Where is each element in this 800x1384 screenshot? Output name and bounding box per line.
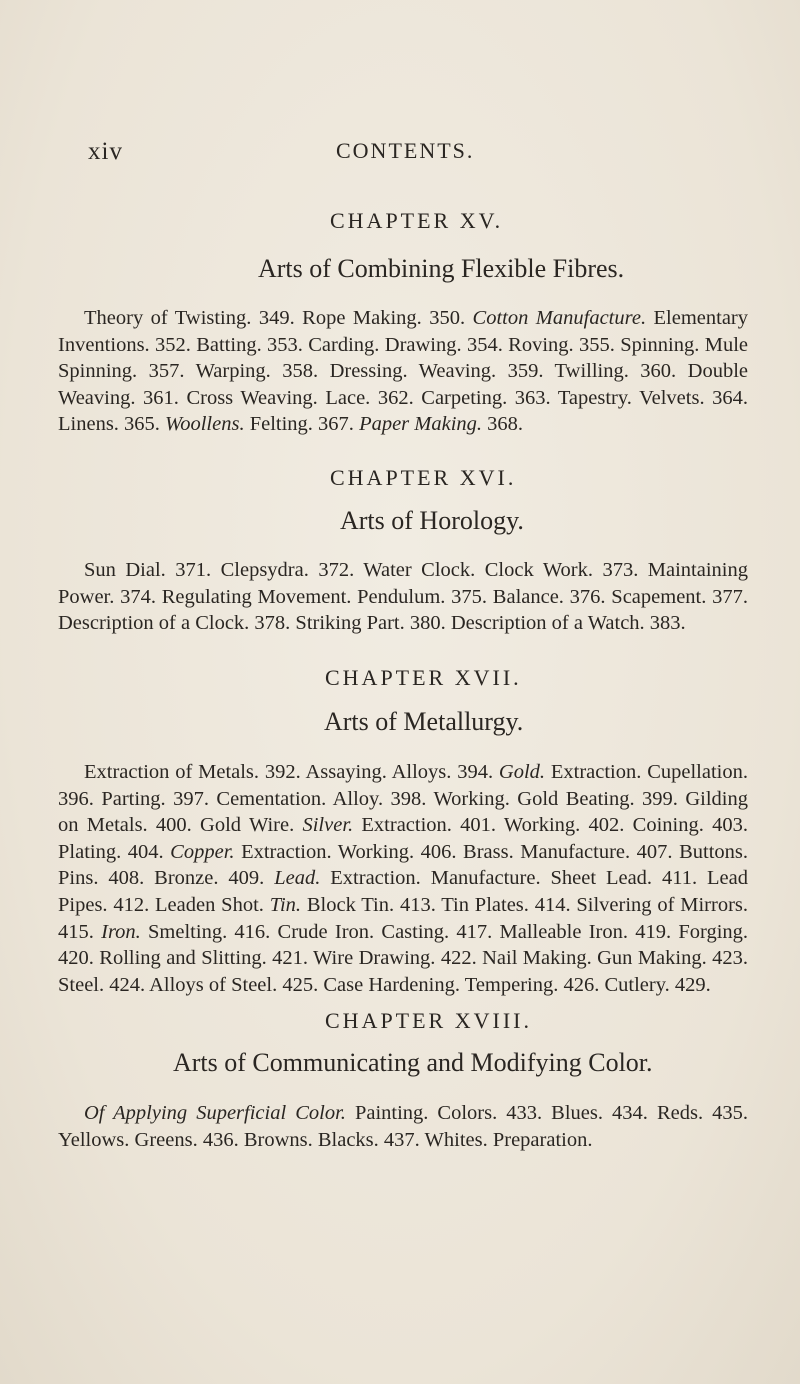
- text-run: Extraction of Metals. 392. Assaying. Alloys. 394.: [84, 761, 499, 783]
- chapter-title: Arts of Communicating and Modifying Color.: [173, 1048, 653, 1077]
- chapter-title: Arts of Horology.: [340, 506, 524, 535]
- chapter-number: CHAPTER XVI.: [330, 465, 517, 490]
- italic-heading: Lead.: [274, 867, 321, 890]
- italic-heading: Tin.: [269, 893, 302, 916]
- text-run: Extraction. Manufacture. Sheet Lead. 411. Lead Pipes. 412. Leaden Shot.: [58, 867, 748, 916]
- italic-heading: Cotton Manufacture.: [472, 307, 647, 329]
- italic-heading: Paper Making.: [359, 413, 483, 436]
- chapter-title: Arts of Combining Flexible Fibres.: [258, 254, 625, 283]
- chapter-contents: [58, 1100, 748, 1153]
- running-head: [88, 138, 718, 168]
- text-run: 368.: [482, 413, 524, 436]
- text-run: Block Tin. 413. Tin Plates. 414. Silvering of Mirrors. 415.: [58, 893, 749, 943]
- italic-heading: Iron.: [101, 920, 141, 943]
- text-run: Extraction. Working. 406. Brass. Manufacture. 407. Buttons. Pins. 408. Bronze. 409.: [58, 840, 748, 890]
- italic-heading: Copper.: [170, 840, 235, 863]
- italic-heading: Of Applying Superficial Color.: [84, 1102, 346, 1124]
- chapter-number: CHAPTER XVIII.: [325, 1008, 532, 1033]
- chapter-number: CHAPTER XV.: [330, 208, 504, 233]
- text-run: Sun Dial. 371. Clepsydra. 372. Water Clock. Clock Work. 373. Maintaining Power. 374. Regulating Movement. Pendulum. 375. Balance. 376. Scapement. 377. Description of a Clock. 378. Striking Part. 380. Description of a Watch. 383.: [58, 559, 748, 635]
- italic-heading: Gold.: [498, 761, 546, 783]
- text-run: Felting. 367.: [244, 413, 360, 436]
- chapter-contents: [58, 759, 748, 998]
- text-run: Smelting. 416. Crude Iron. Casting. 417. Malleable Iron. 419. Forging. 420. Rolling and Slitting. 421. Wire Drawing. 422. Nail Making. Gun Making. 423. Steel. 424. Alloys of Steel. 425. Case Hardening. Tempering. 426. Cutlery. 429.: [58, 920, 749, 996]
- italic-heading: Silver.: [302, 814, 354, 837]
- chapter-number: CHAPTER XVII.: [325, 665, 522, 690]
- text-run: Theory of Twisting. 349. Rope Making. 350.: [84, 307, 473, 329]
- page-number: xiv: [88, 138, 123, 165]
- text-run: Extraction. 401. Working. 402. Coining. 403. Plating. 404.: [58, 814, 748, 863]
- text-run: Elementary Inventions. 352. Batting. 353. Carding. Drawing. 354. Roving. 355. Spinning. Mule Spinning. 357. Warping. 358. Dressing. Weaving. 359. Twilling. 360. Double Weaving. 361. Cross Weaving. Lace. 362. Carpeting. 363. Tapestry. Velvets. 364. Linens. 365.: [58, 307, 749, 436]
- chapter-contents: [58, 305, 748, 438]
- chapter-title: Arts of Metallurgy.: [324, 707, 524, 736]
- running-title: CONTENTS.: [336, 138, 475, 163]
- chapter-contents: [58, 557, 748, 637]
- italic-heading: Woollens.: [165, 413, 245, 436]
- text-run: Painting. Colors. 433. Blues. 434. Reds. 435. Yellows. Greens. 436. Browns. Blacks. 437. Whites. Preparation.: [58, 1102, 748, 1151]
- text-run: Extraction. Cupellation. 396. Parting. 397. Cementation. Alloy. 398. Working. Gold Beating. 399. Gilding on Metals. 400. Gold Wire.: [58, 761, 748, 837]
